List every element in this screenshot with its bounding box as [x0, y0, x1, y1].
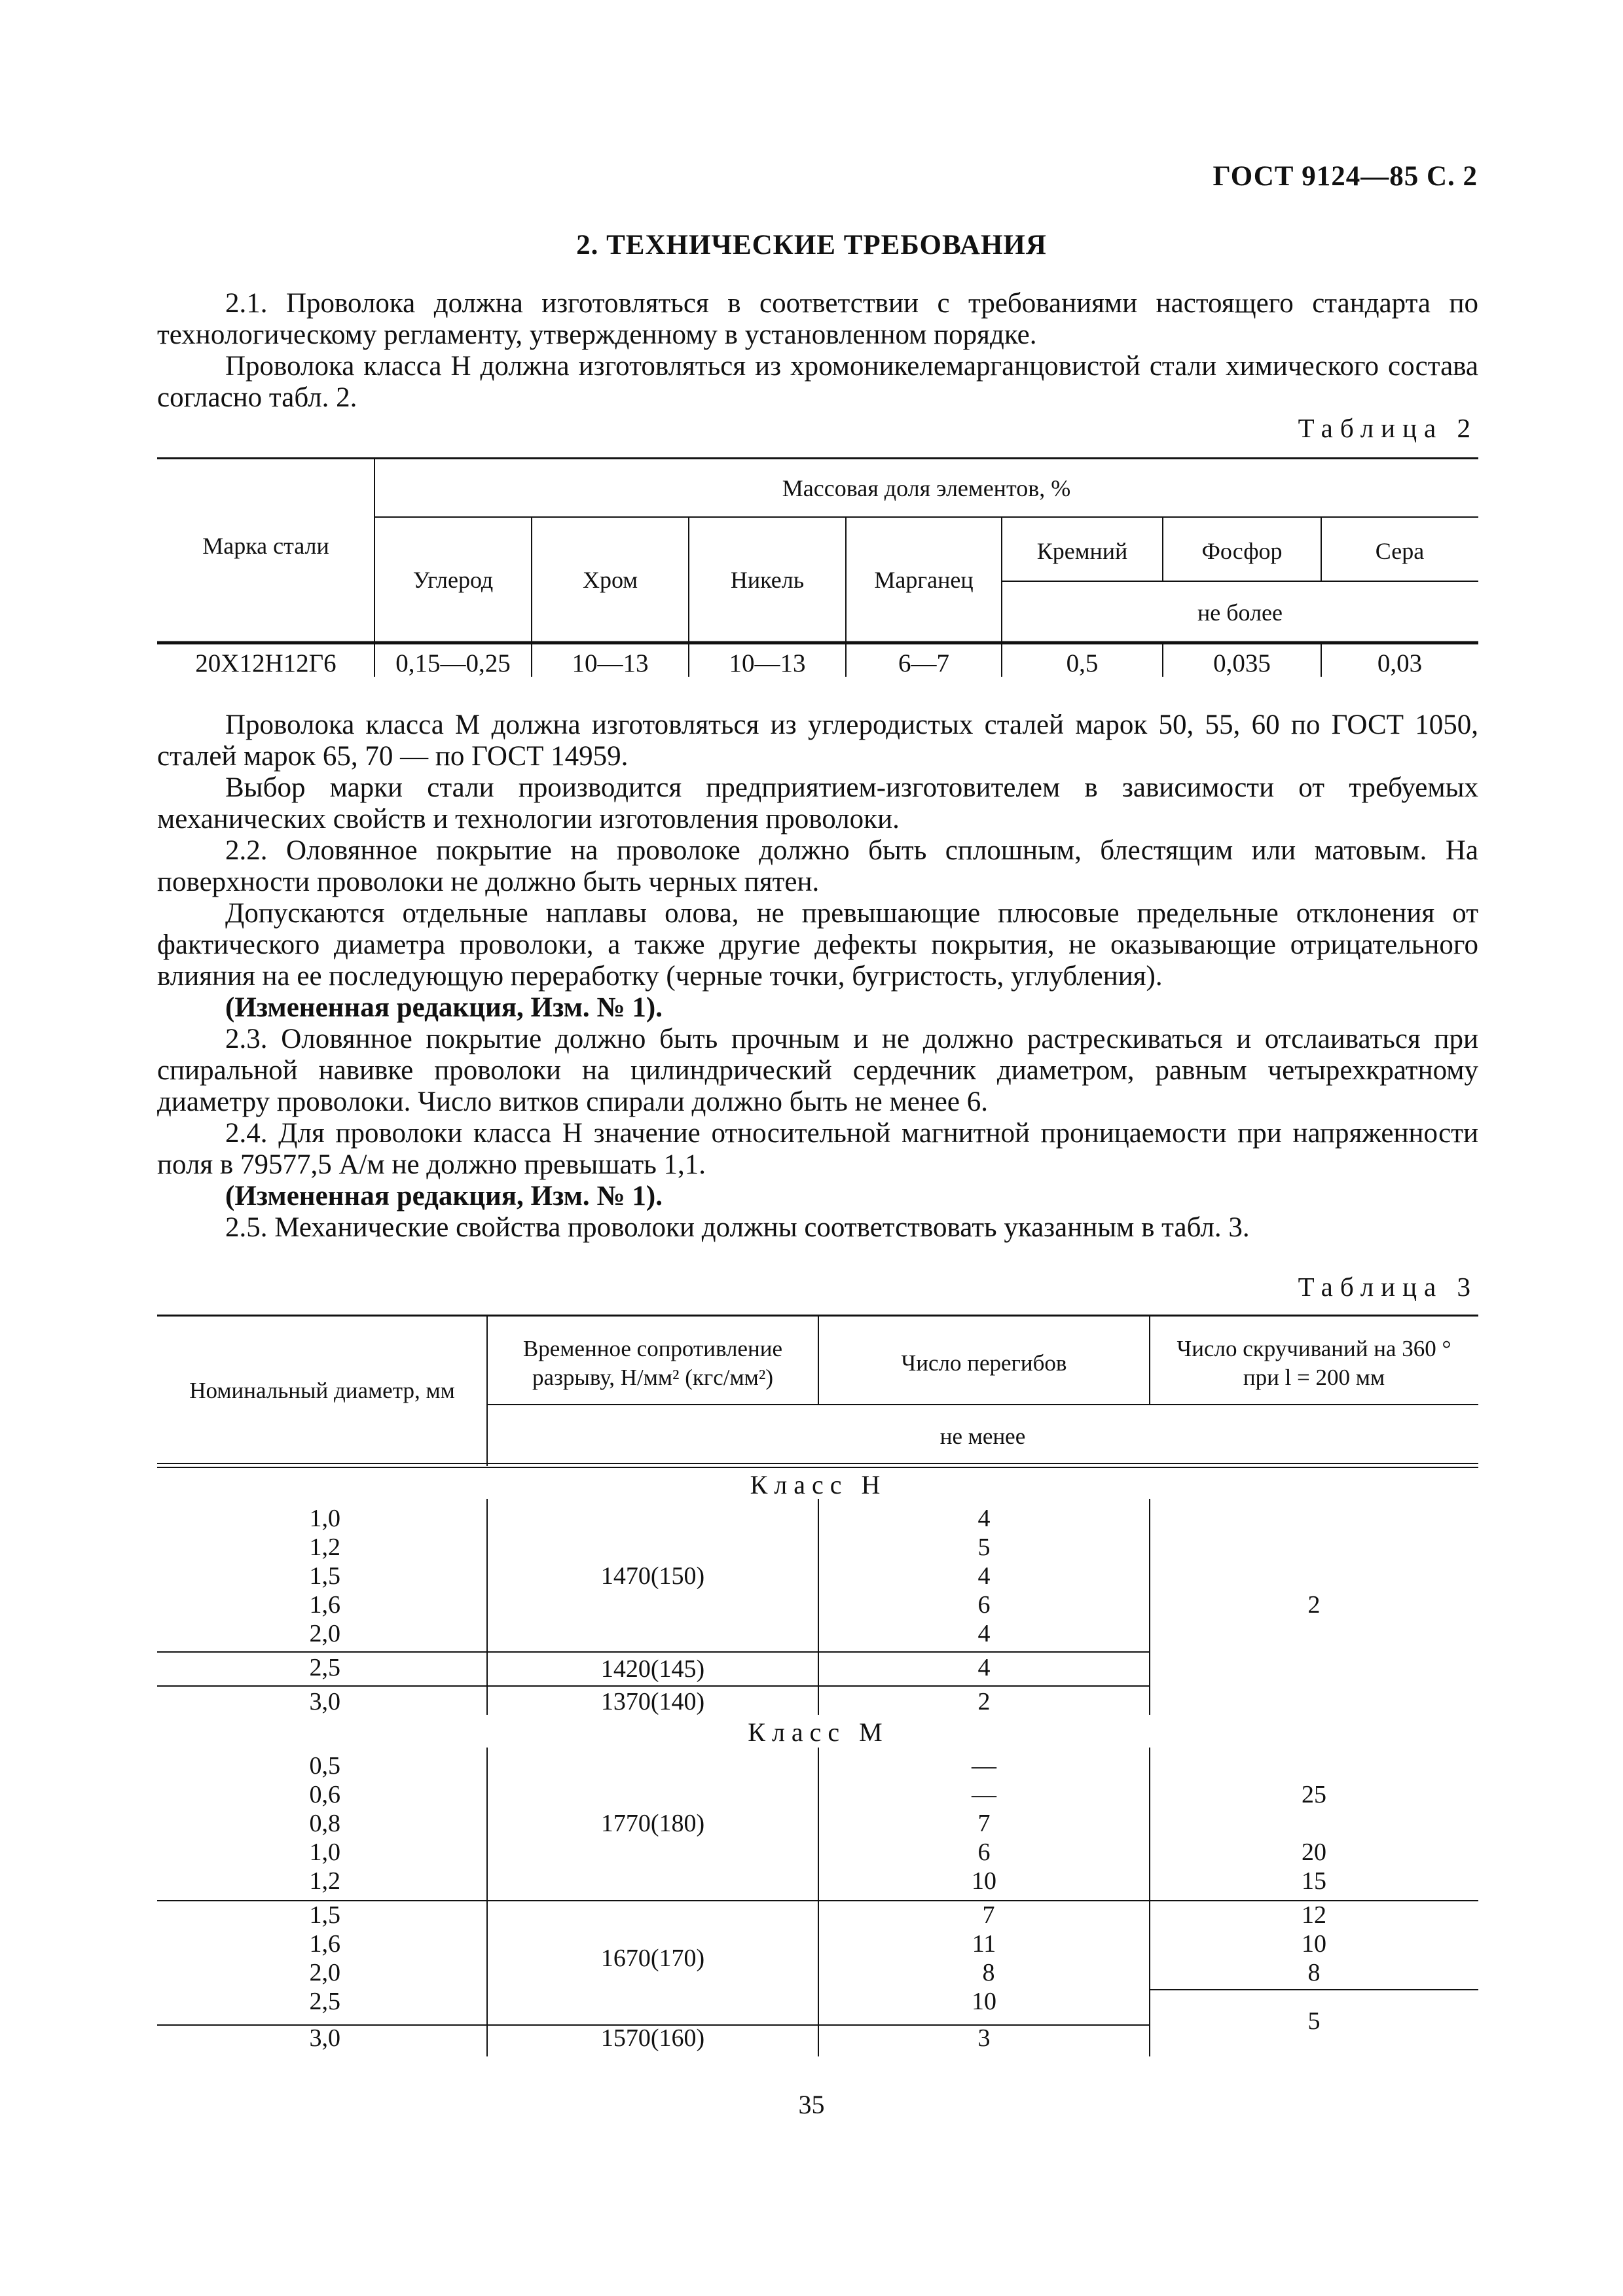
t3-n-diameter: 2,5 [309, 1654, 340, 1681]
t3-n-twists: 2 [1307, 1591, 1321, 1619]
t3-n-bends: 2 [977, 1688, 991, 1715]
t3-m-diameter: 2,5 [309, 1988, 340, 2015]
t2-cell: 0,5 [1066, 649, 1099, 677]
t3-n-diameter: 1,0 [309, 1505, 340, 1532]
t3-m-twists: 10 [1302, 1930, 1326, 1958]
t2-cell: 0,15—0,25 [395, 649, 511, 677]
class-m-label: Класс М [748, 1717, 889, 1747]
paragraph-2-2: 2.2. Оловянное покрытие на проволоке должно быть сплошным, блестящим или матовым. На поверхности проволоки не должно быть черных пятен. [157, 835, 1478, 897]
t3-header-strength-unit: разрыву, Н/мм² (кгс/мм²) [532, 1365, 773, 1390]
t3-m-bends: 10 [972, 1867, 996, 1895]
t3-n-bends: 4 [977, 1620, 991, 1647]
t3-m-bends: 3 [977, 2024, 991, 2052]
t3-n-bends: 4 [977, 1505, 991, 1532]
t3-m-diameter: 2,0 [309, 1959, 340, 1986]
t3-header-bends: Число перегибов [901, 1350, 1067, 1376]
t3-m-bends: 7 [982, 1901, 995, 1929]
t3-m-diameter: 0,5 [309, 1752, 340, 1780]
table3-caption: Таблица 3 [1298, 1272, 1478, 1302]
t3-m-diameter: 3,0 [309, 2024, 340, 2052]
paragraph-2-4: 2.4. Для проволоки класса Н значение относительной магнитной проницаемости при напряженности поля в 79577,5 А/м не должно превышать 1,1. [157, 1118, 1478, 1180]
t3-m-diameter: 1,2 [309, 1867, 340, 1895]
t3-m-bends: 6 [977, 1839, 991, 1866]
t3-m-diameter: 0,6 [309, 1781, 340, 1808]
paragraph-2-1: 2.1. Проволока должна изготовляться в соответствии с требованиями настоящего стандарта по технологическому регламенту, утвержденному в установленном порядке. [157, 288, 1478, 350]
t2-cell: 10—13 [729, 649, 806, 677]
t3-m-diameter: 1,5 [309, 1901, 340, 1929]
paragraph-2-3: 2.3. Оловянное покрытие должно быть прочным и не должно растрескиваться и отслаиваться при спиральной навивке проволоки на цилиндрический сердечник диаметром, равным четырехкратному диаметру проволоки. Число витков спирали должно быть не менее 6. [157, 1024, 1478, 1117]
t3-m-bends: 11 [972, 1930, 996, 1958]
t2-header-chrome: Хром [582, 567, 638, 593]
t3-m-twists: 12 [1302, 1901, 1326, 1929]
t3-m-bends: 10 [972, 1988, 996, 2015]
t3-header-diameter: Номинальный диаметр, мм [189, 1378, 455, 1403]
t3-m-diameter: 1,0 [309, 1839, 340, 1866]
t2-cell: 20Х12Н12Г6 [195, 649, 337, 677]
t2-cell: 10—13 [572, 649, 649, 677]
t3-n-diameter: 1,5 [309, 1562, 340, 1590]
t3-m-bends: — [972, 1752, 996, 1780]
t2-header-max: не более [1197, 600, 1283, 626]
page-header: ГОСТ 9124—85 С. 2 [1213, 161, 1478, 192]
t2-header-phosphorus: Фосфор [1201, 538, 1283, 564]
section-title: 2. ТЕХНИЧЕСКИЕ ТРЕБОВАНИЯ [576, 230, 1047, 260]
t3-m-twists: 20 [1302, 1839, 1326, 1866]
amendment-note: (Измененная редакция, Изм. № 1). [225, 992, 663, 1023]
t3-n-bends: 4 [977, 1562, 991, 1590]
t3-n-strength: 1370(140) [600, 1688, 705, 1715]
t3-n-diameter: 1,2 [309, 1534, 340, 1561]
t3-header-twists-length: при l = 200 мм [1243, 1365, 1385, 1390]
t3-n-strength: 1470(150) [600, 1562, 705, 1590]
t3-m-twists: 8 [1307, 1959, 1321, 1986]
paragraph-2-5: 2.5. Механические свойства проволоки должны соответствовать указанным в табл. 3. [225, 1212, 1250, 1243]
t3-m-bends: 7 [977, 1810, 991, 1837]
t3-n-diameter: 3,0 [309, 1688, 340, 1715]
class-n-label: Класс Н [750, 1470, 887, 1499]
t2-header-mass: Массовая доля элементов, % [782, 475, 1071, 501]
t2-cell: 0,035 [1213, 649, 1271, 677]
t2-header-sulfur: Сера [1375, 538, 1425, 564]
t3-m-diameter: 0,8 [309, 1810, 340, 1837]
t3-n-bends: 4 [977, 1654, 991, 1681]
t3-m-strength: 1570(160) [600, 2024, 705, 2052]
paragraph-steel-choice: Выбор марки стали производится предприятием-изготовителем в зависимости от требуемых механических свойств и технологии изготовления проволоки. [157, 772, 1478, 834]
paragraph-tin-flow: Допускаются отдельные наплавы олова, не превышающие плюсовые предельные отклонения от фактического диаметра проволоки, а также другие дефекты покрытия, не оказывающие отрицательного влияния на ее последующую переработку (черные точки, бугристость, углубления). [157, 898, 1478, 992]
t2-cell: 6—7 [898, 649, 949, 677]
amendment-note: (Измененная редакция, Изм. № 1). [225, 1181, 663, 1211]
t3-m-twists: 5 [1307, 2007, 1321, 2035]
t3-m-twists: 15 [1302, 1867, 1326, 1895]
table2-caption: Таблица 2 [1298, 413, 1478, 443]
t3-m-bends: — [972, 1781, 996, 1808]
t2-header-steel: Марка стали [202, 533, 329, 559]
t3-m-strength: 1670(170) [600, 1945, 705, 1972]
t3-header-min: не менее [939, 1424, 1026, 1449]
t3-n-diameter: 2,0 [309, 1620, 340, 1647]
t2-header-nickel: Никель [730, 567, 805, 593]
paragraph-class-m: Проволока класса М должна изготовляться из углеродистых сталей марок 50, 55, 60 по ГОСТ 1050, сталей марок 65, 70 — по ГОСТ 14959. [157, 709, 1478, 772]
paragraph-class-n: Проволока класса Н должна изготовляться из хромоникелемарганцовистой стали химического состава согласно табл. 2. [157, 351, 1478, 413]
t3-header-twists: Число скручиваний на 360 ° [1176, 1336, 1451, 1361]
t3-m-strength: 1770(180) [600, 1810, 705, 1837]
t2-header-silicon: Кремний [1036, 538, 1128, 564]
t3-header-strength: Временное сопротивление [522, 1336, 783, 1361]
t3-m-twists: 25 [1302, 1781, 1326, 1808]
t3-n-diameter: 1,6 [309, 1591, 340, 1619]
t3-m-bends: 8 [982, 1959, 995, 1986]
t2-header-carbon: Углерод [412, 567, 494, 593]
t3-n-bends: 6 [977, 1591, 991, 1619]
t2-header-manganese: Марганец [874, 567, 974, 593]
t3-n-strength: 1420(145) [600, 1655, 705, 1683]
t2-cell: 0,03 [1377, 649, 1423, 677]
t3-n-bends: 5 [977, 1534, 991, 1561]
t3-m-diameter: 1,6 [309, 1930, 340, 1958]
page-number: 35 [798, 2090, 825, 2119]
